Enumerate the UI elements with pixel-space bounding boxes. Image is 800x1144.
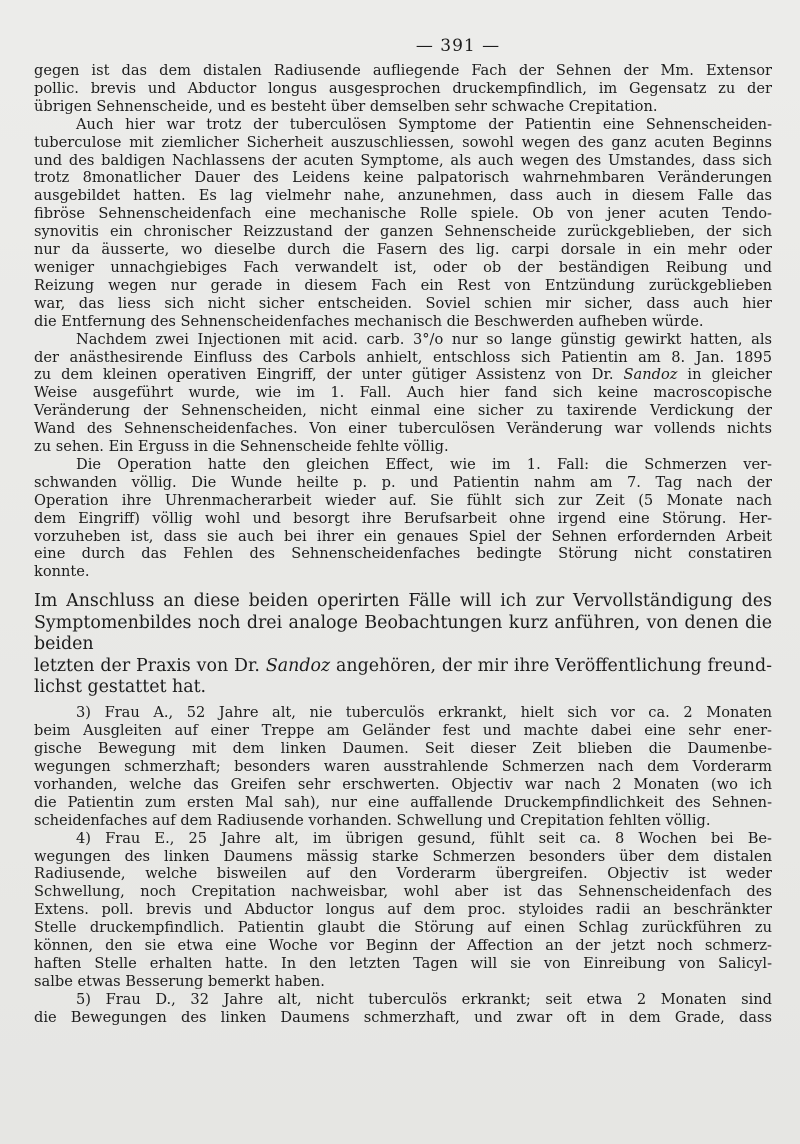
text-line: eine durch das Fehlen des Sehnenscheidenfaches bedingte Störung nicht constatiren	[34, 545, 772, 563]
text-line: salbe etwas Besserung bemerkt haben.	[34, 972, 325, 990]
text-line: tuberculose mit ziemlicher Sicherheit auszuschliessen, sowohl wegen des ganz acuten Beginns	[34, 133, 772, 151]
body-text-top	[34, 62, 772, 581]
case-paragraph	[34, 704, 772, 829]
text-line: haften Stelle erhalten hatte. In den letzten Tagen will sie von Einreibung von Salicyl-	[34, 955, 772, 972]
case-paragraph	[34, 991, 772, 1027]
text-line: die Patientin zum ersten Mal sah), nur eine auffallende Druckempfindlichkeit des Sehnen-	[34, 793, 772, 811]
text-line: ausgebildet hatten. Es lag vielmehr nahe, anzunehmen, dass auch in diesem Falle das	[34, 187, 772, 205]
text-line: 5) Frau D., 32 Jahre alt, nicht tuberculös erkrankt; seit etwa 2 Monaten sind	[76, 990, 772, 1008]
text-line: dem Eingriff) völlig wohl und besorgt ihre Berufsarbeit ohne irgend eine Störung. Her-	[34, 509, 772, 527]
text-line: Auch hier war trotz der tuberculösen Symptome der Patientin eine Sehnenscheiden-	[76, 115, 772, 133]
text-line: 4) Frau E., 25 Jahre alt, im übrigen gesund, fühlt seit ca. 8 Wochen bei Be-	[76, 829, 772, 847]
text-line: vorzuheben ist, dass sie auch bei ihrer ein genaues Spiel der Sehnen erfordernden Arbeit	[34, 527, 772, 545]
text-line: die Entfernung des Sehnenscheidenfaches mechanisch die Beschwerden aufheben würde.	[34, 312, 704, 330]
text-line: Radiusende, welche bisweilen auf den Vorderarm übergreifen. Objectiv ist weder	[34, 865, 772, 883]
body-paragraph	[34, 331, 772, 456]
text-line: Wand des Sehnenscheidenfaches. Von einer tuberculösen Veränderung war vollends nichts	[34, 420, 772, 438]
text-line: Stelle druckempfindlich. Patientin glaubt die Störung auf einen Schlag zurückführen zu	[34, 919, 772, 937]
body-paragraph	[34, 116, 772, 331]
text-line: Schwellung, noch Crepitation nachweisbar, wohl aber ist das Sehnenscheidenfach des	[34, 883, 772, 901]
text-line: Operation ihre Uhrenmacherarbeit wieder auf. Sie fühlt sich zur Zeit (5 Monate nach	[34, 491, 772, 509]
text-line: übrigen Sehnenscheide, und es besteht über demselben sehr schwache Crepitation.	[34, 97, 658, 115]
section-intro-line: Symptomenbildes noch drei analoge Beobachtungen kurz anführen, von denen die beiden	[34, 612, 772, 655]
text-line: die Bewegungen des linken Daumens schmerzhaft, und zwar oft in dem Grade, dass	[34, 1008, 772, 1026]
page-number: — 391 —	[415, 36, 501, 56]
text-line: gische Bewegung mit dem linken Daumen. Seit dieser Zeit blieben die Daumenbe-	[34, 740, 772, 758]
text-line: vorhanden, welche das Greifen sehr erschwerten. Objectiv war nach 2 Monaten (wo ich	[34, 775, 772, 793]
text-line: der anästhesirende Einfluss des Carbols anhielt, entschloss sich Patientin am 8. Jan. 1895	[34, 348, 772, 366]
text-line: pollic. brevis und Abductor longus ausgesprochen druckempfindlich, im Gegensatz zu der	[34, 79, 772, 97]
text-line: Reizung wegen nur gerade in diesem Fach ein Rest von Entzündung zurückgeblieben	[34, 276, 772, 294]
text-line: wegungen schmerzhaft; besonders waren ausstrahlende Schmerzen nach dem Vorderarm	[34, 758, 772, 776]
case-reports	[34, 704, 772, 1026]
text-line: scheidenfaches auf dem Radiusende vorhanden. Schwellung und Crepitation fehlten völlig.	[34, 811, 711, 829]
text-line: konnte.	[34, 563, 90, 581]
text-line: schwanden völlig. Die Wunde heilte p. p. und Patientin nahm am 7. Tag nach der	[34, 473, 772, 491]
text-line: zu sehen. Ein Erguss in die Sehnenscheide fehlte völlig.	[34, 438, 449, 456]
body-paragraph	[34, 456, 772, 581]
text-line: Weise ausgeführt wurde, wie im 1. Fall. Auch hier fand sich keine macroscopische	[34, 384, 772, 402]
text-line: Extens. poll. brevis und Abductor longus auf dem proc. styloides radii an beschränkter	[34, 901, 772, 919]
section-intro	[34, 591, 772, 698]
text-line: weniger unnachgiebiges Fach verwandelt ist, oder ob der beständigen Reibung und	[34, 258, 772, 276]
text-line: 3) Frau A., 52 Jahre alt, nie tuberculös erkrankt, hielt sich vor ca. 2 Monaten	[76, 704, 772, 722]
text-line: wegungen des linken Daumens mässig starke Schmerzen besonders über dem distalen	[34, 847, 772, 865]
case-paragraph	[34, 830, 772, 991]
text-line: nur da äusserte, wo dieselbe durch die Fasern des lig. carpi dorsale in ein mehr oder	[34, 241, 772, 259]
text-line: war, das liess sich nicht sicher entscheiden. Soviel schien mir sicher, dass auch hier	[34, 294, 772, 312]
body-paragraph	[34, 62, 772, 116]
text-line: gegen ist das dem distalen Radiusende aufliegende Fach der Sehnen der Mm. Extensor	[34, 62, 772, 79]
text-line: zu dem kleinen operativen Eingriff, der unter gütiger Assistenz von Dr. Sandoz in gleicher	[34, 366, 772, 384]
text-line: können, den sie etwa eine Woche vor Beginn der Affection an der jetzt noch schmerz-	[34, 937, 772, 955]
text-line: Veränderung der Sehnenscheiden, nicht einmal eine sicher zu taxirende Verdickung der	[34, 402, 772, 420]
text-line: Nachdem zwei Injectionen mit acid. carb. 3°/o nur so lange günstig gewirkt hatten, als	[76, 330, 772, 348]
section-intro-line: Im Anschluss an diese beiden operirten Fälle will ich zur Vervollständigung des	[34, 591, 772, 612]
text-line: fibröse Sehnenscheidenfach eine mechanische Rolle spiele. Ob von jener acuten Tendo-	[34, 205, 772, 223]
text-line: beim Ausgleiten auf einer Treppe am Geländer fest und machte dabei eine sehr ener-	[34, 722, 772, 740]
section-intro-line: lichst gestattet hat.	[34, 676, 207, 697]
text-line: synovitis ein chronischer Reizzustand der ganzen Sehnenscheide zurückgeblieben, der sich	[34, 223, 772, 241]
text-line: Die Operation hatte den gleichen Effect, wie im 1. Fall: die Schmerzen ver-	[76, 455, 772, 473]
text-line: und des baldigen Nachlassens der acuten Symptome, als auch wegen des Umstandes, dass sich	[34, 151, 772, 169]
section-intro-line: letzten der Praxis von Dr. Sandoz angehören, der mir ihre Veröffentlichung freund-	[34, 655, 772, 676]
text-line: trotz 8monatlicher Dauer des Leidens keine palpatorisch wahrnehmbaren Veränderungen	[34, 169, 772, 187]
